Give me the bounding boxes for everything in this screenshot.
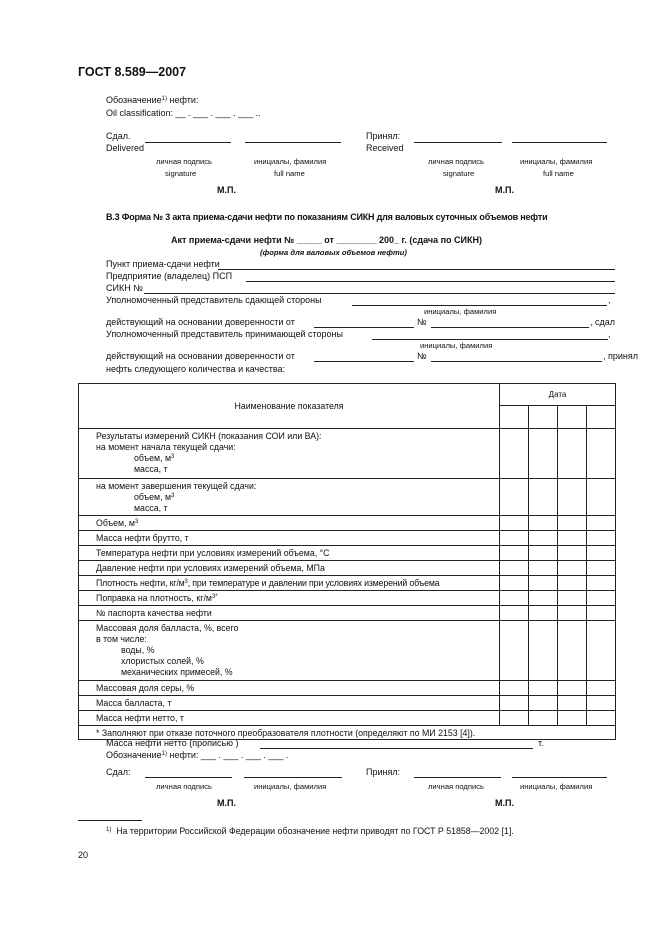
name-line[interactable] [244, 777, 342, 778]
comma: , [608, 295, 611, 305]
value-cell[interactable] [529, 429, 558, 479]
field-sikn-label: СИКН № [106, 283, 143, 293]
quantity-quality: нефть следующего количества и качества: [106, 364, 286, 374]
sdal-label: Сдал: [106, 767, 131, 777]
value-cell[interactable] [529, 681, 558, 696]
table-row: Плотность нефти, $кг/м^3$, при температуре и давлении при условиях измерений объема [79, 576, 616, 591]
value-cell[interactable] [558, 561, 587, 576]
name-line[interactable] [512, 777, 607, 778]
signature-line[interactable] [145, 777, 232, 778]
footnote-separator [78, 820, 142, 821]
measurement-table [78, 383, 616, 740]
caption-signature-en: signature [443, 169, 475, 178]
footnote: $^{1)}$ На территории Российской Федерации обозначение нефти приводят по ГОСТ Р 51858—2002 [1]. [106, 826, 514, 836]
value-cell[interactable] [500, 531, 529, 546]
stamp-place: М.П. [495, 798, 514, 808]
received-label: Received [366, 143, 404, 153]
caption-name: инициалы, фамилия [520, 157, 593, 166]
value-cell[interactable] [529, 696, 558, 711]
number-line[interactable] [431, 361, 602, 362]
value-cell[interactable] [558, 531, 587, 546]
value-cell[interactable] [529, 561, 558, 576]
value-cell[interactable] [587, 516, 616, 531]
value-cell[interactable] [500, 429, 529, 479]
signature-line [414, 142, 502, 143]
value-cell[interactable] [500, 621, 529, 681]
value-cell[interactable] [500, 681, 529, 696]
caption-initials: инициалы, фамилия [424, 307, 497, 316]
acting-label: действующий на основании доверенности от [106, 351, 295, 361]
value-cell[interactable] [587, 591, 616, 606]
delivered-label: Delivered [106, 143, 145, 153]
date-line[interactable] [314, 327, 414, 328]
table-row: на момент завершения текущей сдачи: объем, $м^3$ масса, т [79, 479, 616, 516]
rep-receiving-label: Уполномоченный представитель принимающей стороны [106, 329, 343, 339]
value-cell[interactable] [529, 606, 558, 621]
value-cell[interactable] [500, 696, 529, 711]
value-cell[interactable] [500, 711, 529, 726]
stamp-place: М.П. [495, 185, 514, 195]
value-cell[interactable] [587, 576, 616, 591]
caption-signature-en: signature [165, 169, 197, 178]
value-cell[interactable] [587, 429, 616, 479]
caption-name: инициалы, фамилия [520, 782, 593, 791]
rep-delivering-label: Уполномоченный представитель сдающей стороны [106, 295, 322, 305]
acting-label: действующий на основании доверенности от [106, 317, 295, 327]
document-header: ГОСТ 8.589—2007 [78, 65, 187, 79]
table-row: Массовая доля серы, % [79, 681, 616, 696]
value-cell[interactable] [587, 681, 616, 696]
value-cell[interactable] [500, 516, 529, 531]
no-sign: № [417, 351, 427, 361]
oil-classification: Oil classification: __ . ___ . ___ . ___ .. [106, 108, 261, 118]
value-cell[interactable] [500, 576, 529, 591]
rep-receiving-line[interactable] [372, 339, 608, 340]
table-row: Давление нефти при условиях измерений объема, МПа [79, 561, 616, 576]
stamp-place: М.П. [217, 798, 236, 808]
value-cell[interactable] [500, 606, 529, 621]
caption-signature: личная подпись [428, 157, 484, 166]
name-line [512, 142, 607, 143]
value-cell[interactable] [587, 696, 616, 711]
col-header-date: Дата [500, 384, 616, 406]
page-number: 20 [78, 850, 89, 860]
value-cell[interactable] [529, 576, 558, 591]
value-cell[interactable] [529, 516, 558, 531]
name-line [245, 142, 341, 143]
col-header-name: Наименование показателя [79, 384, 500, 429]
value-cell[interactable] [558, 429, 587, 479]
value-cell[interactable] [558, 591, 587, 606]
caption-name: инициалы, фамилия [254, 782, 327, 791]
prinyal-label: Принял: [366, 131, 401, 141]
field-enterprise-line[interactable] [246, 281, 615, 282]
value-cell[interactable] [558, 696, 587, 711]
end-prinyal: , принял [603, 351, 639, 361]
section-heading: В.3 Форма № 3 акта приема-сдачи нефти по показаниям СИКН для валовых суточных объемов нефти [106, 212, 548, 222]
value-cell[interactable] [587, 531, 616, 546]
table-row: Объем, $м^3$ [79, 516, 616, 531]
table-row: Масса нефти нетто, т [79, 711, 616, 726]
value-cell[interactable] [587, 546, 616, 561]
table-row: Массовая доля балласта, %, всего в том числе: воды, % хлористых солей, % механических примесей, % [79, 621, 616, 681]
value-cell[interactable] [500, 561, 529, 576]
caption-name: инициалы, фамилия [254, 157, 327, 166]
date-line[interactable] [314, 361, 414, 362]
field-point-label: Пункт приема-сдачи нефти [106, 259, 220, 269]
caption-signature: личная подпись [156, 782, 212, 791]
value-cell[interactable] [558, 516, 587, 531]
act-subtitle: (форма для валовых объемов нефти) [260, 248, 407, 257]
value-cell[interactable] [558, 621, 587, 681]
field-point-line[interactable] [218, 269, 615, 270]
prinyal-label: Принял: [366, 767, 401, 777]
value-cell[interactable] [558, 576, 587, 591]
value-cell[interactable] [558, 711, 587, 726]
value-cell[interactable] [529, 546, 558, 561]
value-cell[interactable] [500, 591, 529, 606]
value-cell[interactable] [558, 479, 587, 516]
value-cell[interactable] [558, 606, 587, 621]
oil-designation: Обозначение$^{1)}$ нефти: [106, 95, 199, 105]
rep-delivering-line[interactable] [352, 305, 607, 306]
caption-signature: личная подпись [156, 157, 212, 166]
value-cell[interactable] [587, 711, 616, 726]
value-cell[interactable] [587, 621, 616, 681]
field-sikn-line[interactable] [144, 293, 615, 294]
number-line[interactable] [431, 327, 589, 328]
sdal-label: Сдал. [106, 131, 131, 141]
net-mass-line[interactable] [260, 748, 533, 749]
stamp-place: М.П. [217, 185, 236, 195]
table-row: Масса нефти брутто, т [79, 531, 616, 546]
signature-line [145, 142, 231, 143]
table-row: № паспорта качества нефти [79, 606, 616, 621]
no-sign: № [417, 317, 427, 327]
table-row: Поправка на плотность, $кг/м^{3*}$ [79, 591, 616, 606]
value-cell[interactable] [529, 531, 558, 546]
value-cell[interactable] [500, 546, 529, 561]
value-cell[interactable] [529, 591, 558, 606]
value-cell[interactable] [500, 479, 529, 516]
signature-line[interactable] [414, 777, 501, 778]
oil-designation-bottom: Обозначение$^{1)}$ нефти: ___ . ___ . ___ . ___ . [106, 750, 289, 760]
table-row: Температура нефти при условиях измерений объема, °С [79, 546, 616, 561]
caption-initials: инициалы, фамилия [420, 341, 493, 350]
caption-signature: личная подпись [428, 782, 484, 791]
value-cell[interactable] [558, 546, 587, 561]
field-enterprise-label: Предприятие (владелец) ПСП [106, 271, 233, 281]
value-cell[interactable] [529, 711, 558, 726]
value-cell[interactable] [587, 606, 616, 621]
caption-name-en: full name [543, 169, 574, 178]
value-cell[interactable] [587, 561, 616, 576]
act-title: Акт приема-сдачи нефти № _____ от ________ 200_ г. (сдача по СИКН) [171, 235, 482, 245]
value-cell[interactable] [558, 681, 587, 696]
value-cell[interactable] [529, 621, 558, 681]
value-cell[interactable] [529, 479, 558, 516]
table-row: Масса балласта, т [79, 696, 616, 711]
value-cell[interactable] [587, 479, 616, 516]
net-mass-label: Масса нефти нетто (прописью ) [106, 738, 239, 748]
comma: , [608, 329, 611, 339]
table-footnote: * Заполняют при отказе поточного преобразователя плотности (определяют по МИ 2153 [4]). [79, 726, 616, 740]
unit-t: т. [538, 738, 544, 748]
caption-name-en: full name [274, 169, 305, 178]
table-row: Результаты измерений СИКН (показания СОИ или ВА): на момент начала текущей сдачи: объем, $м^3$ масса, т [79, 429, 616, 479]
end-sdal: , сдал [590, 317, 616, 327]
